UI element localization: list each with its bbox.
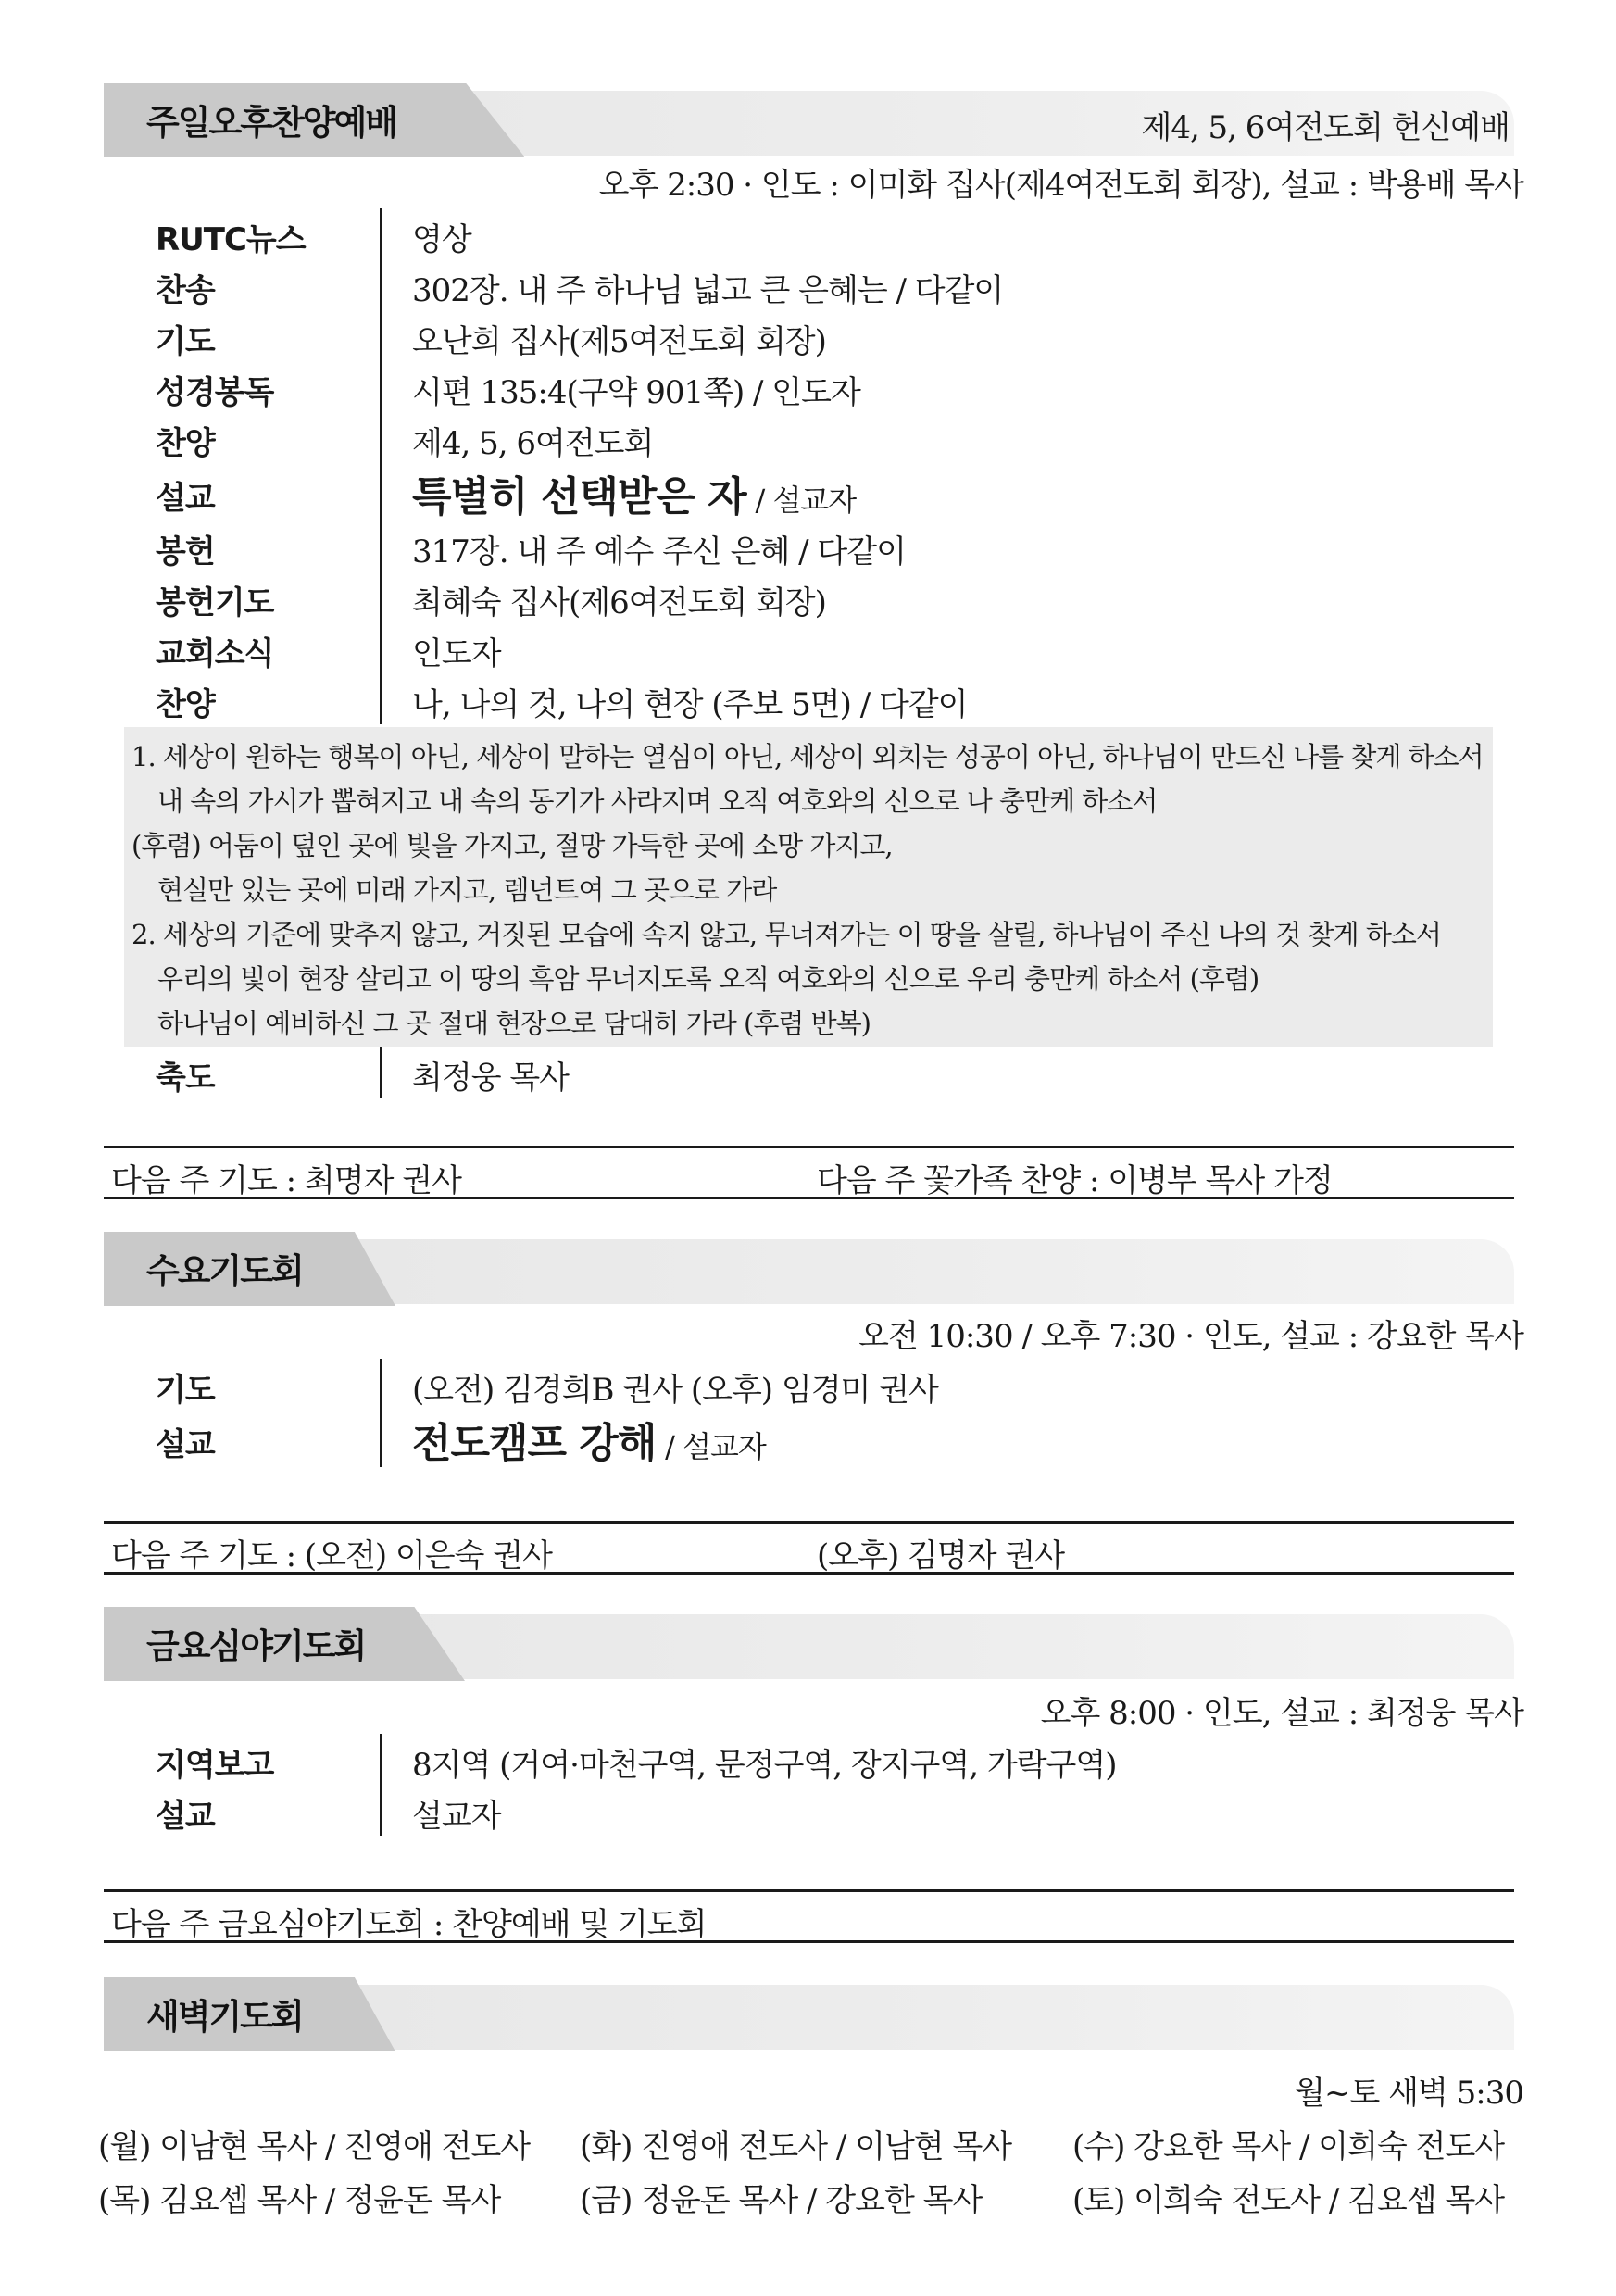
friday-report-label: 지역보고 [156, 1747, 274, 1784]
wednesday-sermon-title: 전도캠프 강해 [412, 1420, 657, 1467]
benediction-label: 축도 [156, 1060, 215, 1097]
wednesday-section-header [104, 1232, 1514, 1306]
wednesday-title: 수요기도회 [146, 1251, 303, 1291]
order-value: 나, 나의 것, 나의 현장 (주보 5면) / 다같이 [412, 686, 968, 723]
wednesday-prayer-value: (오전) 김경희B 권사 (오후) 임경미 권사 [412, 1372, 938, 1409]
friday-title: 금요심야기도회 [146, 1626, 366, 1666]
order-row-news2 [148, 622, 1491, 673]
dawn-schedule-thu: (목) 김요셉 목사 / 정윤돈 목사 [98, 2182, 501, 2219]
dawn-schedule-fri: (금) 정윤돈 목사 / 강요한 목사 [580, 2182, 983, 2219]
order-value: 오난희 집사(제5여전도회 회장) [412, 323, 826, 360]
friday-next: 다음 주 금요심야기도회 : 찬양예배 및 기도회 [111, 1906, 707, 1943]
order-value: 317장. 내 주 예수 주신 은혜 / 다같이 [412, 533, 906, 571]
order-value: 영상 [412, 221, 471, 258]
wed-next-morning: 다음 주 기도 : (오전) 이은숙 권사 [111, 1537, 552, 1575]
order-label: 봉헌기도 [156, 584, 274, 621]
lyrics-line: 2. 세상의 기준에 맞추지 않고, 거짓된 모습에 속지 않고, 무너져가는 이 땅을 살릴, 하나님이 주신 나의 것 찾게 하소서 [132, 919, 1441, 950]
order-label: RUTC뉴스 [156, 221, 306, 258]
friday-report-value: 8지역 (거여·마천구역, 문정구역, 장지구역, 가락구역) [412, 1747, 1117, 1784]
wednesday-info: 오전 10:30 / 오후 7:30 · 인도, 설교 : 강요한 목사 [858, 1318, 1523, 1355]
lyrics-box [124, 727, 1493, 1047]
next-prayer: 다음 주 기도 : 최명자 권사 [111, 1162, 461, 1199]
order-label: 봉헌 [156, 533, 215, 571]
dawn-time: 월~토 새벽 5:30 [1295, 2075, 1523, 2112]
order-row-scripture [148, 361, 1491, 412]
dawn-schedule-tue: (화) 진영애 전도사 / 이남현 목사 [580, 2128, 1012, 2165]
sunday-title: 주일오후찬양예배 [146, 103, 396, 143]
order-label: 찬송 [156, 272, 215, 309]
lyrics-line: 우리의 빛이 현장 살리고 이 땅의 흑암 무너지도록 오직 여호와의 신으로 우리 충만케 하소서 (후렴) [132, 963, 1259, 995]
lyrics-line: (후렴) 어둠이 덮인 곳에 빛을 가지고, 절망 가득한 곳에 소망 가지고, [132, 830, 893, 861]
sunday-next-week [104, 1146, 1514, 1199]
dawn-section-header [104, 1977, 1514, 2051]
dawn-schedule-wed: (수) 강요한 목사 / 이희숙 전도사 [1072, 2128, 1505, 2165]
order-row-offering-prayer [148, 571, 1491, 622]
sermon-title: 특별히 선택받은 자 [412, 473, 746, 521]
friday-info: 오후 8:00 · 인도, 설교 : 최정웅 목사 [1040, 1695, 1523, 1732]
order-row-offering [148, 521, 1491, 571]
wednesday-prayer-label: 기도 [156, 1372, 215, 1409]
friday-section-header [104, 1607, 1514, 1681]
lyrics-line: 1. 세상이 원하는 행복이 아닌, 세상이 말하는 열심이 아닌, 세상이 외치는 성공이 아닌, 하나님이 만드신 나를 찾게 하소서 [132, 741, 1484, 772]
friday-sermon-label: 설교 [156, 1798, 215, 1835]
wednesday-sermon-suffix: / 설교자 [665, 1429, 766, 1464]
order-row-praise [148, 412, 1491, 463]
order-label: 성경봉독 [156, 374, 274, 411]
order-row-hymn [148, 259, 1491, 310]
order-value: 시편 135:4(구약 901쪽) / 인도자 [412, 374, 860, 411]
friday-order [148, 1734, 1491, 1836]
wednesday-sermon-label: 설교 [156, 1426, 215, 1463]
dawn-title: 새벽기도회 [146, 1997, 303, 2037]
wednesday-next-week [104, 1521, 1514, 1575]
dawn-schedule-sat: (토) 이희숙 전도사 / 김요셉 목사 [1072, 2182, 1505, 2219]
sunday-order [148, 208, 1491, 724]
order-row-sermon [148, 463, 1491, 521]
order-row-news [148, 208, 1491, 259]
sermon-suffix: / 설교자 [755, 483, 857, 518]
sunday-info: 오후 2:30 · 인도 : 이미화 집사(제4여전도회 회장), 설교 : 박용배 목사 [598, 167, 1523, 204]
order-row-prayer [148, 310, 1491, 361]
order-value: 302장. 내 주 하나님 넓고 큰 은혜는 / 다같이 [412, 272, 1004, 309]
friday-sermon-value: 설교자 [412, 1798, 501, 1835]
order-row-praise2 [148, 673, 1491, 724]
order-label: 설교 [156, 480, 215, 517]
wednesday-order [148, 1359, 1491, 1467]
friday-next-week [104, 1889, 1514, 1943]
lyrics-line: 현실만 있는 곳에 미래 가지고, 렘넌트여 그 곳으로 가라 [132, 874, 777, 906]
order-value: 제4, 5, 6여전도회 [412, 425, 654, 462]
order-label: 기도 [156, 323, 215, 360]
order-value: 인도자 [412, 635, 501, 672]
sunday-subtitle: 제4, 5, 6여전도회 헌신예배 [1141, 109, 1510, 146]
benediction [148, 1047, 1491, 1098]
order-label: 찬양 [156, 686, 215, 723]
order-value: 최혜숙 집사(제6여전도회 회장) [412, 584, 826, 621]
lyrics-line: 하나님이 예비하신 그 곳 절대 현장으로 담대히 가라 (후렴 반복) [132, 1008, 871, 1039]
dawn-schedule-mon: (월) 이남현 목사 / 진영애 전도사 [98, 2128, 531, 2165]
order-label: 교회소식 [156, 635, 274, 672]
next-flower: 다음 주 꽃가족 찬양 : 이병부 목사 가정 [817, 1162, 1333, 1199]
wed-next-evening: (오후) 김명자 권사 [817, 1537, 1065, 1575]
benediction-value: 최정웅 목사 [412, 1060, 570, 1097]
order-label: 찬양 [156, 425, 215, 462]
lyrics-line: 내 속의 가시가 뽑혀지고 내 속의 동기가 사라지며 오직 여호와의 신으로 나 충만케 하소서 [132, 785, 1158, 817]
